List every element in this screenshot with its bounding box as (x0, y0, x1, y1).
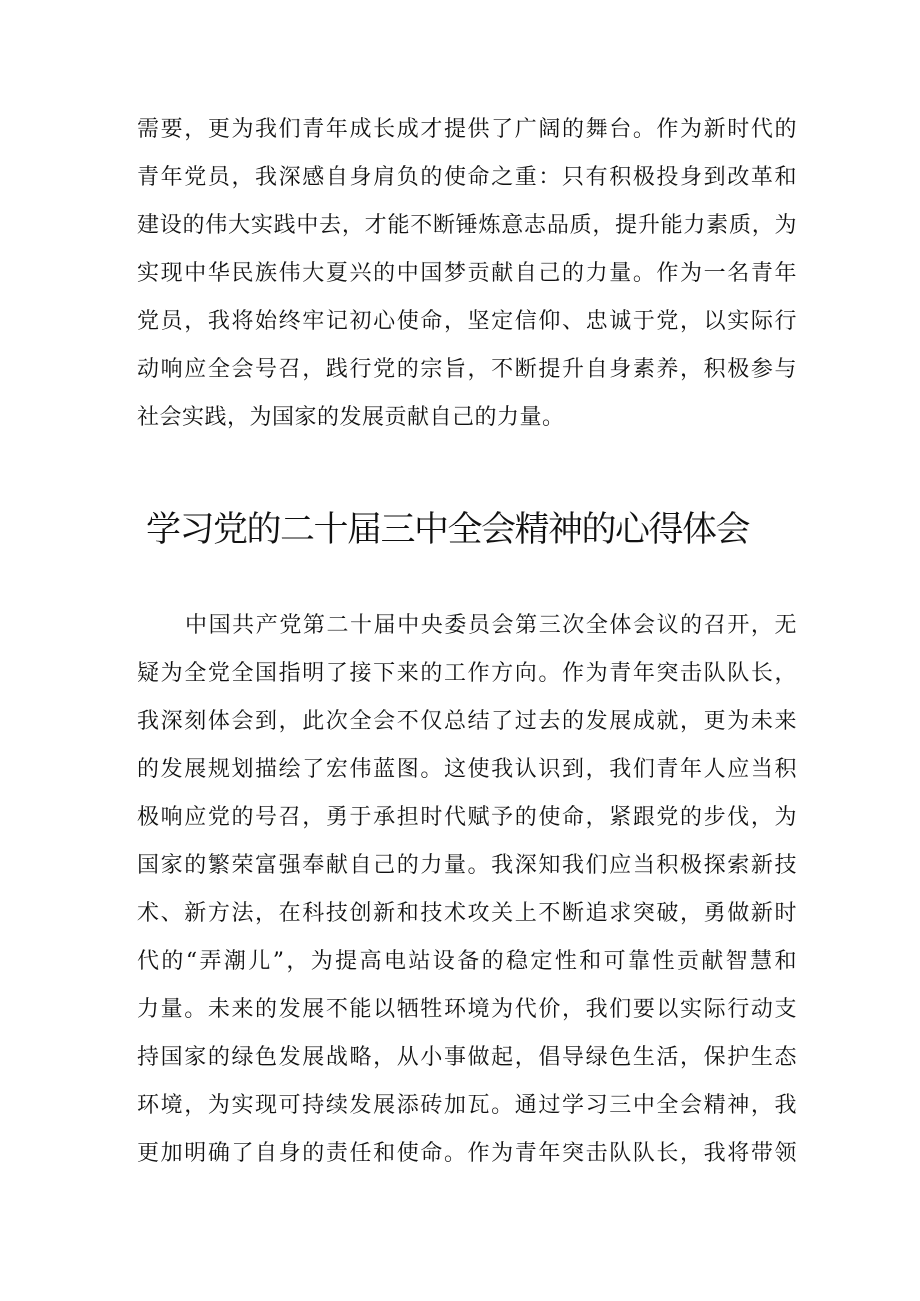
text-line: 国家的繁荣富强奉献自己的力量。我深知我们应当积极探索新技 (137, 853, 797, 878)
text-line: 青年党员，我深感自身肩负的使命之重：只有积极投身到改革和 (137, 165, 797, 190)
text-line: 我深刻体会到，此次全会不仅总结了过去的发展成就，更为未来 (137, 709, 797, 734)
section-heading: 学习党的二十届三中全会精神的心得体会 (146, 510, 750, 550)
text-line: 社会实践，为国家的发展贡献自己的力量。 (137, 405, 565, 430)
paragraph-continued (137, 106, 797, 442)
text-line: 环境，为实现可持续发展添砖加瓦。通过学习三中全会精神，我 (137, 1093, 797, 1118)
text-line: 党员，我将始终牢记初心使命，坚定信仰、忠诚于党，以实际行 (137, 309, 797, 334)
text-line: 需要，更为我们青年成长成才提供了广阔的舞台。作为新时代的 (137, 117, 797, 142)
text-line: 建设的伟大实践中去，才能不断锤炼意志品质，提升能力素质，为 (137, 213, 797, 238)
body-paragraph (137, 602, 797, 1178)
text-line: 实现中华民族伟大夏兴的中国梦贡献自己的力量。作为一名青年 (137, 261, 797, 286)
text-line: 更加明确了自身的责任和使命。作为青年突击队队长，我将带领 (137, 1141, 797, 1166)
text-line: 的发展规划描绘了宏伟蓝图。这使我认识到，我们青年人应当积 (137, 757, 797, 782)
text-line: 疑为全党全国指明了接下来的工作方向。作为青年突击队队长， (137, 661, 797, 686)
text-line: 动响应全会号召，践行党的宗旨，不断提升自身素养，积极参与 (137, 357, 797, 382)
text-line: 中国共产党第二十届中央委员会第三次全体会议的召开，无 (185, 613, 797, 638)
text-line: 术、新方法，在科技创新和技术攻关上不断追求突破，勇做新时 (137, 901, 797, 926)
text-line: 极响应党的号召，勇于承担时代赋予的使命，紧跟党的步伐，为 (137, 805, 797, 830)
text-line: 力量。未来的发展不能以牺牲环境为代价，我们要以实际行动支 (137, 997, 797, 1022)
text-line: 代的“弄潮儿”，为提高电站设备的稳定性和可靠性贡献智慧和 (137, 949, 797, 974)
text-line: 持国家的绿色发展战略，从小事做起，倡导绿色生活，保护生态 (137, 1045, 797, 1070)
